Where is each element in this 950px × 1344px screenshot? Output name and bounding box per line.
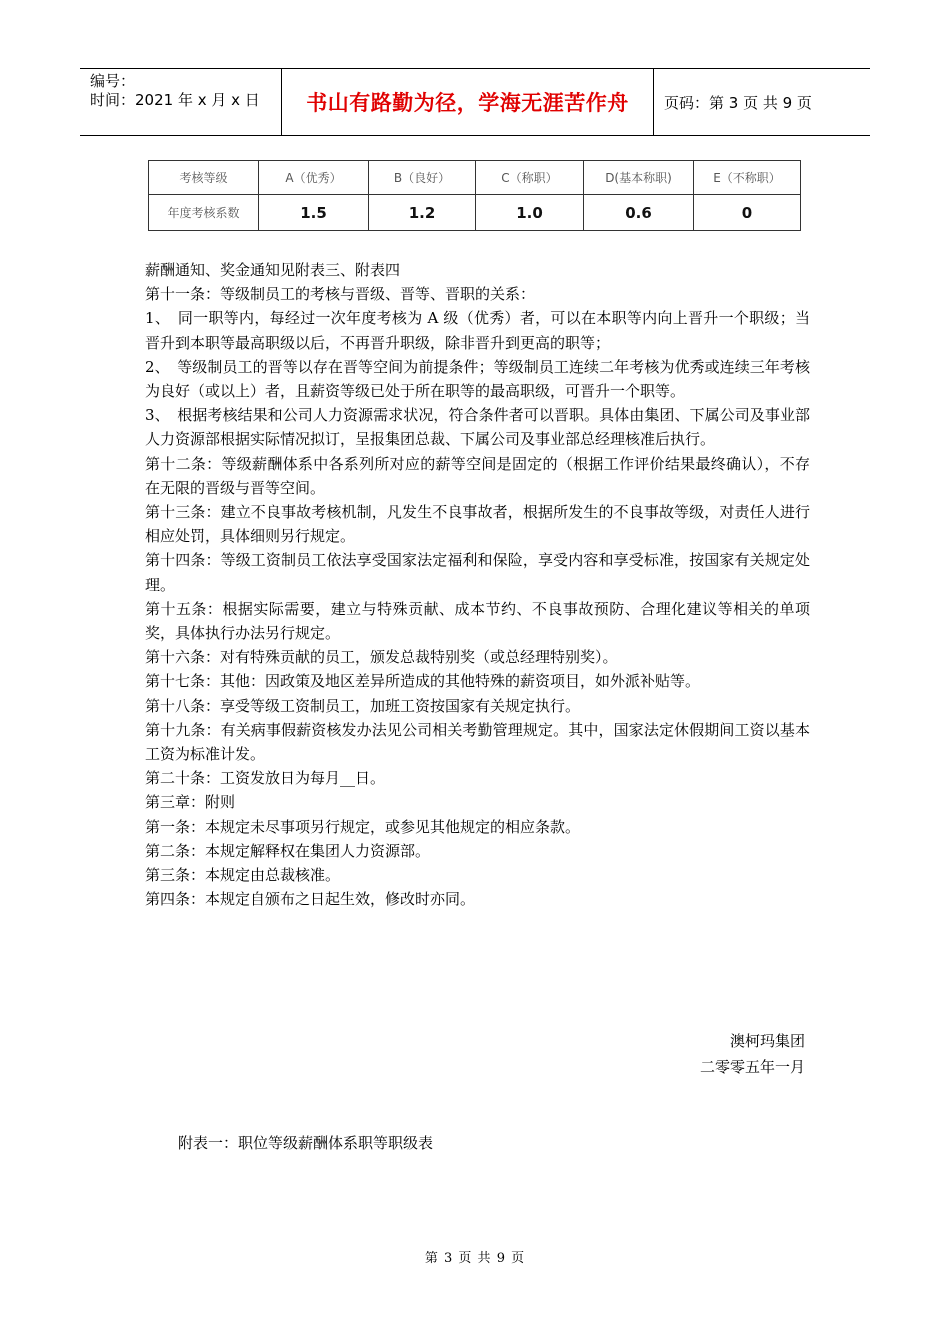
table-row-coefficients — [149, 195, 801, 231]
paragraph: 第十六条：对有特殊贡献的员工，颁发总裁特别奖（或总经理特别奖）。 — [145, 648, 618, 667]
paragraph: 第十九条：有关病事假薪资核发办法见公司相关考勤管理规定。其中，国家法定休假期间工资以基本工资为标准计发。 — [145, 720, 810, 764]
grade-cell: D(基本称职) — [584, 161, 694, 195]
coefficient-cell: 1.5 — [259, 195, 369, 231]
paragraph: 第十三条：建立不良事故考核机制，凡发生不良事故者，根据所发生的不良事故等级，对责任人进行相应处罚，具体细则另行规定。 — [145, 503, 810, 546]
paragraph: 第十八条：享受等级工资制员工，加班工资按国家有关规定执行。 — [145, 696, 581, 715]
signature-date: 二零零五年一月 — [699, 1058, 805, 1076]
grade-cell: C（称职） — [476, 161, 584, 195]
paragraph: 第二十条：工资发放日为每月__日。 — [145, 769, 386, 788]
paragraph: 第十一条：等级制员工的考核与晋级、晋等、晋职的关系： — [145, 285, 536, 304]
paragraph: 第二条：本规定解释权在集团人力资源部。 — [145, 841, 431, 860]
document-body — [145, 258, 810, 911]
appendix-title: 附表一：职位等级薪酬体系职等职级表 — [178, 1134, 434, 1152]
table-row-grades — [149, 161, 801, 195]
paragraph: 第十五条：根据实际需要，建立与特殊贡献、成本节约、不良事故预防、合理化建议等相关的单项奖，具体执行办法另行规定。 — [145, 599, 810, 643]
grade-cell: B（良好） — [369, 161, 476, 195]
header-page-number: 页码：第 3 页 共 9 页 — [664, 93, 812, 112]
page-header — [80, 68, 870, 136]
paragraph: 第四条：本规定自颁布之日起生效，修改时亦同。 — [145, 890, 476, 909]
paragraph: 第三条：本规定由总裁核准。 — [145, 866, 341, 885]
header-motto: 书山有路勤为径，学海无涯苦作舟 — [282, 69, 654, 135]
paragraph: 第十四条：等级工资制员工依法享受国家法定福利和保险，享受内容和享受标准，按国家有关规定处理。 — [145, 551, 810, 594]
coefficient-cell: 1.0 — [476, 195, 584, 231]
grade-coefficient-table — [148, 160, 801, 231]
paragraph: 第十七条：其他：因政策及地区差异所造成的其他特殊的薪资项目，如外派补贴等。 — [145, 672, 701, 691]
coefficient-cell: 1.2 — [369, 195, 476, 231]
paragraph: 薪酬通知、奖金通知见附表三、附表四 — [145, 261, 401, 279]
paragraph: 第一条：本规定未尽事项另行规定，或参见其他规定的相应条款。 — [145, 817, 581, 836]
paragraph: 第十二条：等级薪酬体系中各系列所对应的薪等空间是固定的（根据工作评价结果最终确认），不存在无限的晋级与晋等空间。 — [145, 454, 810, 497]
page-footer: 第 3 页 共 9 页 — [424, 1251, 526, 1266]
signature-company: 澳柯玛集团 — [729, 1032, 805, 1050]
grade-cell: A（优秀） — [259, 161, 369, 195]
paragraph: 3、 根据考核结果和公司人力资源需求状况，符合条件者可以晋职。具体由集团、下属公司及事业部人力资源部根据实际情况拟订，呈报集团总裁、下属公司及事业部总经理核准后执行。 — [145, 406, 810, 449]
paragraph: 1、 同一职等内，每经过一次年度考核为 A 级（优秀）者，可以在本职等内向上晋升一个职级；当晋升到本职等最高职级以后，不再晋升职级，除非晋升到更高的职等； — [145, 309, 810, 352]
time-label: 时间：2021 年 x 月 x 日 — [90, 91, 260, 109]
grade-cell: E（不称职） — [694, 161, 801, 195]
chapter-heading: 第三章：附则 — [145, 793, 236, 812]
coefficient-cell: 0.6 — [584, 195, 694, 231]
header-meta — [80, 69, 282, 135]
paragraph: 2、 等级制员工的晋等以存在晋等空间为前提条件；等级制员工连续二年考核为优秀或连续三年考核为良好（或以上）者，且薪资等级已处于所在职等的最高职级，可晋升一个职等。 — [145, 357, 810, 401]
code-label: 编号： — [90, 72, 136, 90]
grade-row-header: 考核等级 — [149, 161, 259, 195]
coefficient-cell: 0 — [694, 195, 801, 231]
coefficient-row-header: 年度考核系数 — [149, 195, 259, 231]
